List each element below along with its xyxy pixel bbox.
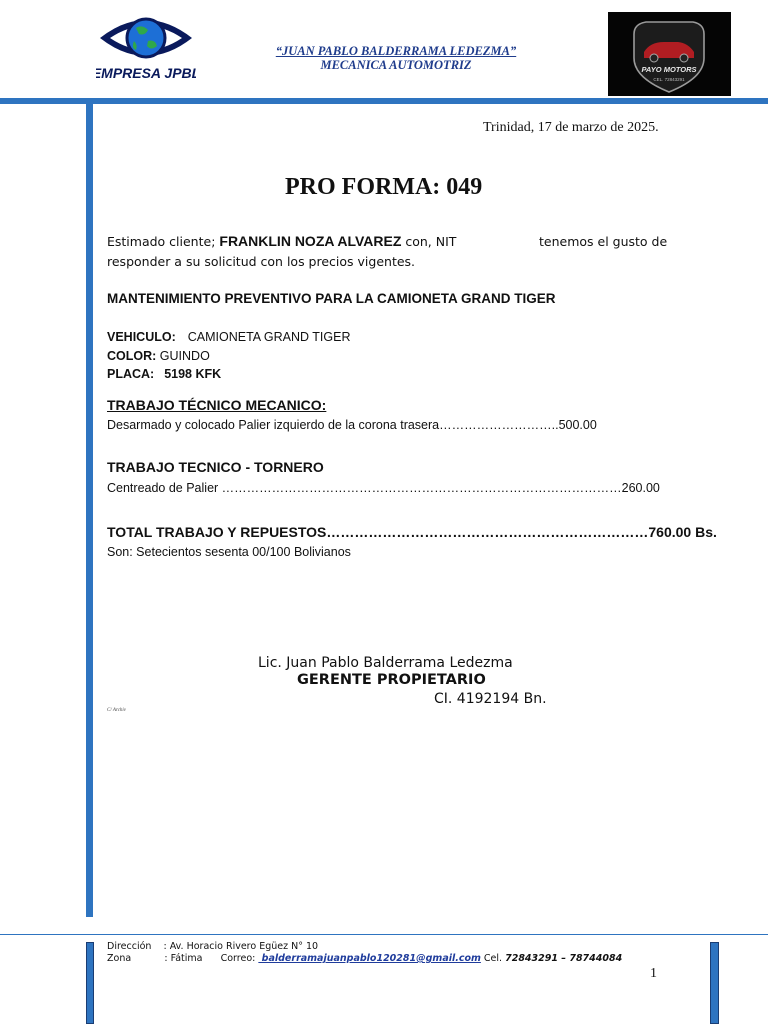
zone-value: Fátima [170,953,203,964]
subject-line: MANTENIMIENTO PREVENTIVO PARA LA CAMIONETA GRAND TIGER [107,291,556,306]
plate-label: PLACA: [107,367,155,381]
email-label: Correo: [202,953,259,964]
greeting-line2: responder a su solicitud con los precios vigentes. [107,254,416,269]
greeting-line1 [107,233,456,249]
client-name: FRANKLIN NOZA ALVAREZ [219,233,402,249]
section-lathe-title: TRABAJO TECNICO - TORNERO [107,459,324,475]
vehicle-row [107,329,351,344]
signer-ci: CI. 4192194 Bn. [434,691,547,707]
phone-numbers: 72843291 – 78744084 [505,953,623,964]
plate-value: 5198 KFK [164,367,222,381]
footer-bar-right [710,942,719,1024]
logo-right-subtext: CEL. 72843291 [653,77,685,82]
footer-divider [0,934,768,935]
archive-note: C/ Archiv [107,708,127,713]
footer-address [107,941,318,952]
section-mechanic-title: TRABAJO TÉCNICO MECANICO: [107,397,327,413]
signer-role: GERENTE PROPIETARIO [297,672,486,688]
total-in-words: Son: Setecientos sesenta 00/100 Bolivianos [107,545,351,559]
greeting-mid: con, NIT [401,234,457,249]
greeting-tail: tenemos el gusto de [539,234,668,249]
color-row [107,348,210,363]
left-margin-bar [86,104,93,917]
email-link[interactable]: balderramajuanpablo120281@gmail.com [258,953,481,964]
total-line: TOTAL TRABAJO Y REPUESTOS……………………………………………………………760.00 Bs. [107,524,717,540]
address-label: Dirección : [107,941,170,952]
logo-left-text: EMPRESA JPBL [96,65,196,81]
footer-contact [107,953,622,964]
document-title: PRO FORMA: 049 [285,174,483,200]
footer-bar-left [86,942,94,1024]
address-value: Av. Horacio Rivero Egüez N° 10 [169,941,319,952]
greeting-prefix: Estimado cliente; [107,234,220,249]
color-value: GUINDO [156,349,210,363]
page-number: 1 [650,966,657,981]
document-date: Trinidad, 17 de marzo de 2025. [483,120,659,135]
payo-motors-logo [608,12,731,96]
plate-row [107,366,221,381]
company-logo-jpbl [96,8,196,82]
signer-name: Lic. Juan Pablo Balderrama Ledezma [258,655,513,671]
vehicle-label: VEHICULO: [107,330,176,344]
section-lathe-item: Centreado de Palier ……………………………………………………………………………………260.00 [107,481,660,495]
header-divider [0,98,768,104]
logo-right-text: PAYO MOTORS [641,65,697,74]
phone-label: Cel. [480,953,506,964]
company-activity: MECANICA AUTOMOTRIZ [320,58,472,72]
zone-label: Zona : [107,953,171,964]
header-title [230,44,562,72]
company-owner-name: “JUAN PABLO BALDERRAMA LEDEZMA” [275,44,517,58]
color-label: COLOR: [107,349,157,363]
vehicle-value: CAMIONETA GRAND TIGER [187,330,351,344]
section-mechanic-item: Desarmado y colocado Palier izquierdo de la corona trasera………………………..500.00 [107,418,597,432]
